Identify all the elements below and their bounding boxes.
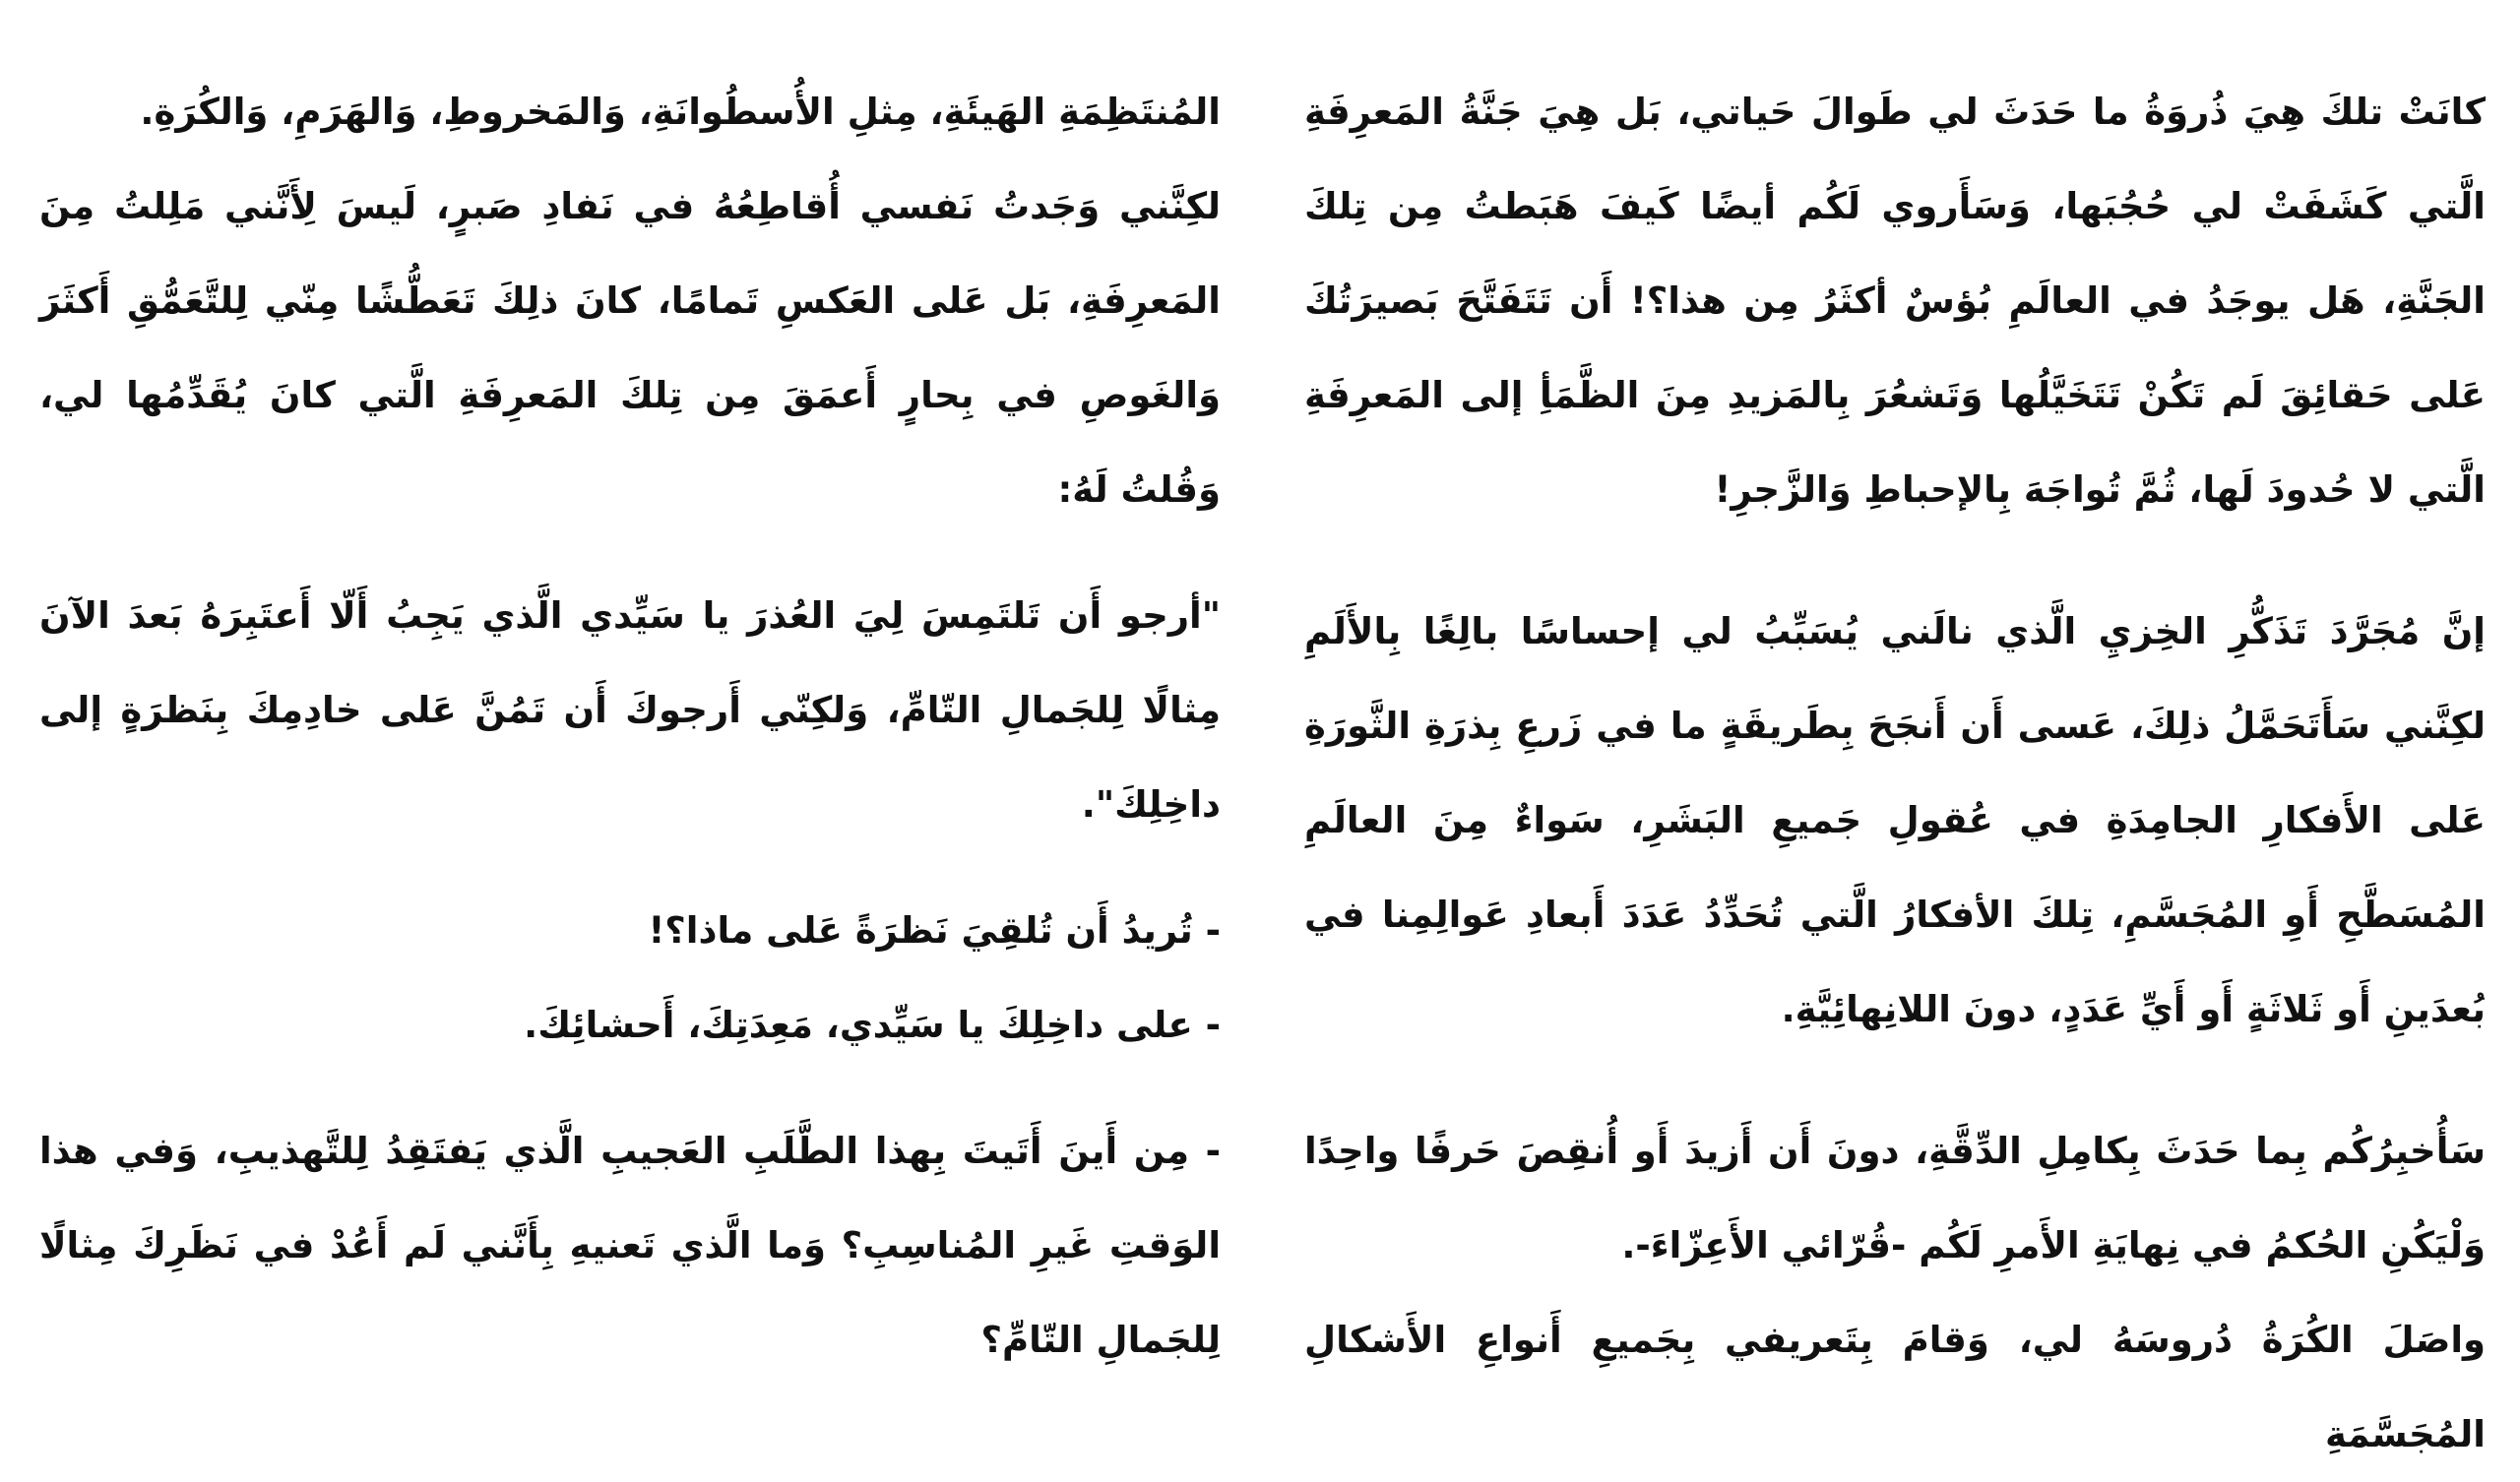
dialogue-line: - مِن أَينَ أَتَيتَ بِهذا الطَّلَبِ العَجيبِ الَّذي يَفتَقِدُ لِلتَّهذيبِ، وَفي هذا الوَقتِ غَيرِ المُناسِبِ؟ وَما الَّذي تَعنيهِ بِأَنَّني لَم أَعُدْ في نَظَرِكَ مِثالًا لِلجَمالِ التّامِّ؟: [39, 1130, 1221, 1361]
paragraph: المُنتَظِمَةِ الهَيئَةِ، مِثلِ الأُسطُوانَةِ، وَالمَخروطِ، وَالهَرَمِ، وَالكُرَةِ.: [140, 91, 1221, 133]
dialogue-line: - على داخِلِكَ يا سَيِّدي، مَعِدَتِكَ، أَحشائِكَ.: [524, 1004, 1221, 1046]
paragraph: لكِنَّني وَجَدتُ نَفسي أُقاطِعُهُ في نَفادِ صَبرٍ، لَيسَ لِأَنَّني مَلِلتُ مِنَ المَعرِفَةِ، بَل عَلى العَكسِ تَمامًا، كانَ ذلِكَ تَعَطُّشًا مِنّي لِلتَّعَمُّقِ أَكثَرَ وَالغَوصِ في بِحارٍ أَعمَقَ مِن تِلكَ المَعرِفَةِ الَّتي كانَ يُقَدِّمُها لي، وَقُلتُ لَهُ:: [39, 185, 1221, 511]
paragraph: "أرجو أَن تَلتَمِسَ لِيَ العُذرَ يا سَيِّدي الَّذي يَجِبُ أَلّا أَعتَبِرَهُ بَعدَ الآنَ مِثالًا لِلجَمالِ التّامِّ، وَلكِنّي أَرجوكَ أَن تَمُنَّ عَلى خادِمِكَ بِنَظرَةٍ إلى داخِلِكَ".: [39, 594, 1221, 826]
paragraph: سَأُخبِرُكُم بِما حَدَثَ بِكامِلِ الدِّقَّةِ، دونَ أَن أَزيدَ أَو أُنقِصَ حَرفًا واحِدًا وَلْيَكُنِ الحُكمُ في نِهايَةِ الأَمرِ لَكُم -قُرّائي الأَعِزّاءَ-.: [1304, 1130, 2486, 1266]
paragraph: إنَّ مُجَرَّدَ تَذَكُّرِ الخِزيِ الَّذي نالَني يُسَبِّبُ لي إحساسًا بالِغًا بِالأَلَمِ لكِنَّني سَأَتَحَمَّلُ ذلِكَ، عَسى أَن أَنجَحَ بِطَريقَةٍ ما في زَرعِ بِذرَةِ الثَّورَةِ عَلى الأَفكارِ الجامِدَةِ في عُقولِ جَميعِ البَشَرِ، سَواءٌ مِنَ العالَمِ المُسَطَّحِ أَوِ المُجَسَّمِ، تِلكَ الأفكارُ الَّتي تُحَدِّدُ عَدَدَ أَبعادِ عَوالِمِنا في بُعدَينِ أَو ثَلاثَةٍ أَو أَيِّ عَدَدٍ، دونَ اللانِهائِيَّةِ.: [1304, 610, 2486, 1030]
paragraph: واصَلَ الكُرَةُ دُروسَهُ لي، وَقامَ بِتَعريفي بِجَميعِ أَنواعِ الأَشكالِ المُجَسَّمَةِ: [1304, 1319, 2486, 1455]
paragraph: كانَتْ تلكَ هِيَ ذُروَةُ ما حَدَثَ لي طَوالَ حَياتي، بَل هِيَ جَنَّةُ المَعرِفَةِ الَّتي كَشَفَتْ لي حُجُبَها، وَسَأَروي لَكُم أيضًا كَيفَ هَبَطتُ مِن تِلكَ الجَنَّةِ، هَل يوجَدُ في العالَمِ بُؤسٌ أكثَرُ مِن هذا؟! أَن تَتَفَتَّحَ بَصيرَتُكَ عَلى حَقائِقَ لَم تَكُنْ تَتَخَيَّلُها وَتَشعُرَ بِالمَزيدِ مِنَ الظَّمَأِ إلى المَعرِفَةِ الَّتي لا حُدودَ لَها، ثُمَّ تُواجَهَ بِالإحباطِ وَالزَّجرِ!: [1304, 91, 2486, 511]
left-page-column: [39, 65, 1221, 1388]
dialogue-line: - تُريدُ أَن تُلقِيَ نَظرَةً عَلى ماذا؟!: [648, 909, 1221, 952]
right-page-column: [1304, 65, 2486, 1482]
